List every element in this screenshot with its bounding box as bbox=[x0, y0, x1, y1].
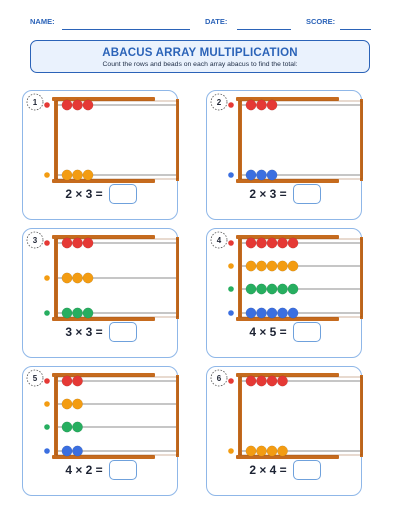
row-marker-dot bbox=[228, 310, 234, 316]
bead bbox=[267, 238, 277, 248]
bead bbox=[72, 170, 82, 180]
row-marker-dot bbox=[228, 240, 234, 246]
equation-row bbox=[23, 322, 179, 342]
row-marker-dot bbox=[228, 448, 234, 454]
problem-card bbox=[206, 228, 362, 358]
problem-card bbox=[22, 366, 178, 496]
row-marker-dot bbox=[44, 378, 50, 384]
bead bbox=[246, 284, 256, 294]
bead bbox=[62, 376, 72, 386]
problem-card bbox=[22, 228, 178, 358]
bead bbox=[246, 376, 256, 386]
page-title: ABACUS ARRAY MULTIPLICATION bbox=[102, 47, 298, 59]
equation-row bbox=[23, 460, 179, 480]
row-marker-dot bbox=[44, 424, 50, 430]
date-label: DATE: bbox=[205, 17, 228, 26]
bead bbox=[256, 100, 266, 110]
equation-text: 3 × 3 = bbox=[65, 325, 103, 339]
bead bbox=[62, 238, 72, 248]
name-field[interactable] bbox=[62, 29, 190, 30]
bead bbox=[62, 446, 72, 456]
bead bbox=[256, 170, 266, 180]
row-marker-dot bbox=[228, 286, 234, 292]
bead bbox=[267, 376, 277, 386]
bead bbox=[246, 170, 256, 180]
equation-text: 2 × 3 = bbox=[249, 187, 287, 201]
bead bbox=[246, 100, 256, 110]
bead bbox=[246, 308, 256, 318]
bead bbox=[267, 308, 277, 318]
bead bbox=[62, 399, 72, 409]
bead bbox=[288, 261, 298, 271]
answer-box[interactable] bbox=[293, 460, 321, 480]
row-marker-dot bbox=[228, 263, 234, 269]
row-marker-dot bbox=[44, 310, 50, 316]
bead bbox=[288, 284, 298, 294]
bead bbox=[72, 422, 82, 432]
problem-card bbox=[22, 90, 178, 220]
bead bbox=[83, 273, 93, 283]
bead bbox=[83, 170, 93, 180]
bead bbox=[72, 446, 82, 456]
bead bbox=[267, 100, 277, 110]
bead bbox=[246, 446, 256, 456]
bead bbox=[83, 238, 93, 248]
problem-number: 1 bbox=[32, 98, 38, 107]
problem-card bbox=[206, 366, 362, 496]
bead bbox=[267, 284, 277, 294]
bead bbox=[256, 308, 266, 318]
abacus-frame bbox=[236, 97, 363, 183]
equation-row bbox=[23, 184, 179, 204]
bead bbox=[83, 100, 93, 110]
bead bbox=[246, 261, 256, 271]
problem-number: 4 bbox=[216, 236, 222, 245]
equation-text: 4 × 2 = bbox=[65, 463, 103, 477]
answer-box[interactable] bbox=[109, 460, 137, 480]
equation-text: 2 × 4 = bbox=[249, 463, 287, 477]
bead bbox=[62, 308, 72, 318]
abacus-frame bbox=[52, 373, 179, 459]
row-marker-dot bbox=[228, 172, 234, 178]
answer-box[interactable] bbox=[293, 184, 321, 204]
answer-box[interactable] bbox=[109, 322, 137, 342]
row-marker-dot bbox=[44, 275, 50, 281]
bead bbox=[277, 261, 287, 271]
bead bbox=[62, 422, 72, 432]
bead bbox=[277, 238, 287, 248]
name-label: NAME: bbox=[30, 17, 55, 26]
row-marker-dot bbox=[44, 448, 50, 454]
bead bbox=[277, 376, 287, 386]
equation-row bbox=[207, 322, 363, 342]
bead bbox=[62, 170, 72, 180]
abacus-frame bbox=[236, 235, 363, 321]
problem-number: 5 bbox=[32, 374, 38, 383]
instructions: Count the rows and beads on each array abacus to find the total: bbox=[102, 61, 298, 68]
bead bbox=[72, 100, 82, 110]
bead bbox=[277, 308, 287, 318]
row-marker-dot bbox=[228, 378, 234, 384]
bead bbox=[277, 446, 287, 456]
bead bbox=[256, 261, 266, 271]
bead bbox=[83, 308, 93, 318]
bead bbox=[288, 238, 298, 248]
bead bbox=[267, 446, 277, 456]
problem-card bbox=[206, 90, 362, 220]
equation-row bbox=[207, 184, 363, 204]
problem-number: 2 bbox=[216, 98, 222, 107]
row-marker-dot bbox=[44, 172, 50, 178]
answer-box[interactable] bbox=[109, 184, 137, 204]
bead bbox=[246, 238, 256, 248]
row-marker-dot bbox=[44, 240, 50, 246]
equation-row bbox=[207, 460, 363, 480]
title-banner bbox=[30, 40, 370, 73]
bead bbox=[72, 399, 82, 409]
score-field[interactable] bbox=[340, 29, 371, 30]
bead bbox=[288, 308, 298, 318]
bead bbox=[256, 284, 266, 294]
row-marker-dot bbox=[228, 102, 234, 108]
bead bbox=[267, 261, 277, 271]
row-marker-dot bbox=[44, 401, 50, 407]
bead bbox=[62, 273, 72, 283]
equation-text: 2 × 3 = bbox=[65, 187, 103, 201]
abacus-frame bbox=[52, 97, 179, 183]
bead bbox=[72, 273, 82, 283]
score-label: SCORE: bbox=[306, 17, 336, 26]
row-marker-dot bbox=[44, 102, 50, 108]
bead bbox=[72, 376, 82, 386]
equation-text: 4 × 5 = bbox=[249, 325, 287, 339]
bead bbox=[256, 446, 266, 456]
bead bbox=[72, 308, 82, 318]
bead bbox=[62, 100, 72, 110]
bead bbox=[256, 238, 266, 248]
bead bbox=[256, 376, 266, 386]
bead bbox=[72, 238, 82, 248]
date-field[interactable] bbox=[237, 29, 291, 30]
bead bbox=[267, 170, 277, 180]
bead bbox=[277, 284, 287, 294]
answer-box[interactable] bbox=[293, 322, 321, 342]
problem-number: 6 bbox=[216, 374, 222, 383]
problem-number: 3 bbox=[32, 236, 38, 245]
abacus-frame bbox=[236, 373, 363, 459]
